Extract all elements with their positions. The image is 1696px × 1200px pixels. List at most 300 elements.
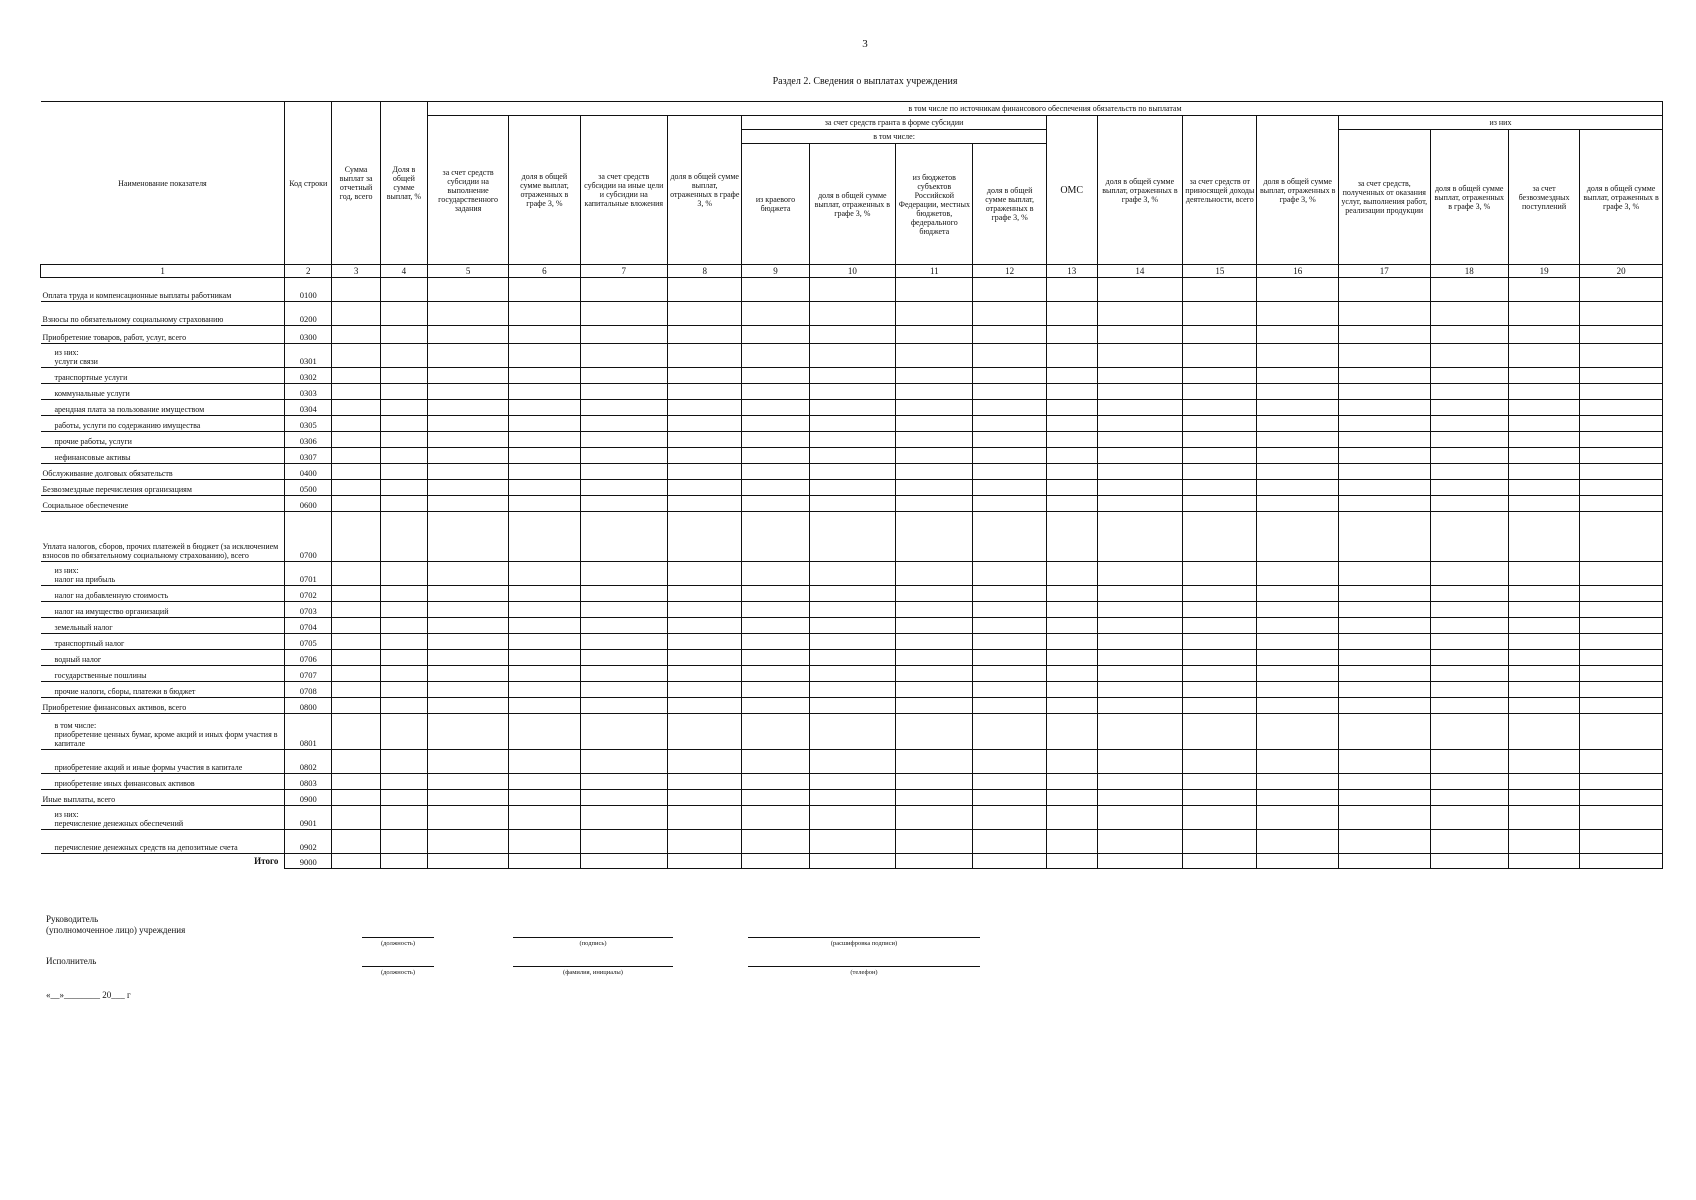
value-cell[interactable] [427,448,508,464]
value-cell[interactable] [381,278,428,302]
value-cell[interactable] [1097,774,1183,790]
value-cell[interactable] [896,830,973,854]
value-cell[interactable] [1338,750,1430,774]
value-cell[interactable] [580,416,668,432]
value-cell[interactable] [973,512,1046,562]
value-cell[interactable] [1580,496,1663,512]
value-cell[interactable] [896,698,973,714]
value-cell[interactable] [1508,512,1579,562]
value-cell[interactable] [381,562,428,586]
value-cell[interactable] [809,634,896,650]
value-cell[interactable] [332,302,381,326]
value-cell[interactable] [509,432,580,448]
value-cell[interactable] [973,344,1046,368]
value-cell[interactable] [332,496,381,512]
total-value-cell[interactable] [896,854,973,869]
value-cell[interactable] [381,464,428,480]
value-cell[interactable] [973,774,1046,790]
value-cell[interactable] [1580,326,1663,344]
value-cell[interactable] [1508,368,1579,384]
value-cell[interactable] [427,618,508,634]
value-cell[interactable] [809,666,896,682]
value-cell[interactable] [668,400,742,416]
value-cell[interactable] [509,326,580,344]
value-cell[interactable] [1338,448,1430,464]
value-cell[interactable] [1257,448,1338,464]
value-cell[interactable] [1257,496,1338,512]
value-cell[interactable] [332,416,381,432]
value-cell[interactable] [1338,432,1430,448]
value-cell[interactable] [1508,790,1579,806]
value-cell[interactable] [1183,698,1257,714]
value-cell[interactable] [332,368,381,384]
value-cell[interactable] [1430,774,1508,790]
value-cell[interactable] [1580,562,1663,586]
value-cell[interactable] [1430,682,1508,698]
value-cell[interactable] [1508,634,1579,650]
value-cell[interactable] [1580,302,1663,326]
value-cell[interactable] [1097,384,1183,400]
value-cell[interactable] [896,634,973,650]
value-cell[interactable] [742,618,809,634]
value-cell[interactable] [1046,326,1097,344]
value-cell[interactable] [973,448,1046,464]
value-cell[interactable] [332,400,381,416]
value-cell[interactable] [742,698,809,714]
value-cell[interactable] [332,698,381,714]
value-cell[interactable] [668,586,742,602]
value-cell[interactable] [1183,400,1257,416]
value-cell[interactable] [1430,512,1508,562]
value-cell[interactable] [1338,326,1430,344]
value-cell[interactable] [381,586,428,602]
value-cell[interactable] [381,830,428,854]
value-cell[interactable] [1257,278,1338,302]
value-cell[interactable] [1257,650,1338,666]
value-cell[interactable] [1183,682,1257,698]
value-cell[interactable] [742,512,809,562]
value-cell[interactable] [1508,714,1579,750]
value-cell[interactable] [332,432,381,448]
total-value-cell[interactable] [1338,854,1430,869]
value-cell[interactable] [1580,416,1663,432]
value-cell[interactable] [381,432,428,448]
value-cell[interactable] [668,682,742,698]
total-value-cell[interactable] [1183,854,1257,869]
value-cell[interactable] [427,698,508,714]
value-cell[interactable] [580,682,668,698]
value-cell[interactable] [1046,512,1097,562]
value-cell[interactable] [1430,650,1508,666]
value-cell[interactable] [1257,634,1338,650]
value-cell[interactable] [1580,830,1663,854]
value-cell[interactable] [580,448,668,464]
value-cell[interactable] [427,682,508,698]
value-cell[interactable] [668,666,742,682]
value-cell[interactable] [381,790,428,806]
value-cell[interactable] [973,480,1046,496]
value-cell[interactable] [381,302,428,326]
value-cell[interactable] [1580,368,1663,384]
value-cell[interactable] [742,774,809,790]
value-cell[interactable] [332,714,381,750]
value-cell[interactable] [1257,830,1338,854]
value-cell[interactable] [1183,618,1257,634]
total-value-cell[interactable] [427,854,508,869]
value-cell[interactable] [1046,562,1097,586]
value-cell[interactable] [427,790,508,806]
value-cell[interactable] [809,344,896,368]
value-cell[interactable] [1097,698,1183,714]
value-cell[interactable] [1097,496,1183,512]
value-cell[interactable] [809,650,896,666]
value-cell[interactable] [1097,344,1183,368]
value-cell[interactable] [1257,806,1338,830]
value-cell[interactable] [1046,416,1097,432]
value-cell[interactable] [381,448,428,464]
value-cell[interactable] [381,416,428,432]
value-cell[interactable] [1046,278,1097,302]
value-cell[interactable] [1097,302,1183,326]
value-cell[interactable] [809,496,896,512]
value-cell[interactable] [742,750,809,774]
value-cell[interactable] [1257,714,1338,750]
value-cell[interactable] [580,344,668,368]
value-cell[interactable] [1046,790,1097,806]
value-cell[interactable] [1338,384,1430,400]
value-cell[interactable] [1508,400,1579,416]
value-cell[interactable] [668,344,742,368]
value-cell[interactable] [1257,384,1338,400]
value-cell[interactable] [509,302,580,326]
value-cell[interactable] [1257,432,1338,448]
value-cell[interactable] [1338,344,1430,368]
value-cell[interactable] [381,368,428,384]
value-cell[interactable] [427,496,508,512]
value-cell[interactable] [1580,634,1663,650]
value-cell[interactable] [427,586,508,602]
value-cell[interactable] [1338,278,1430,302]
value-cell[interactable] [381,480,428,496]
value-cell[interactable] [1183,790,1257,806]
value-cell[interactable] [1257,774,1338,790]
value-cell[interactable] [973,698,1046,714]
value-cell[interactable] [1430,806,1508,830]
value-cell[interactable] [668,790,742,806]
value-cell[interactable] [381,634,428,650]
value-cell[interactable] [1508,666,1579,682]
value-cell[interactable] [509,666,580,682]
value-cell[interactable] [580,302,668,326]
value-cell[interactable] [896,368,973,384]
value-cell[interactable] [427,278,508,302]
value-cell[interactable] [580,830,668,854]
value-cell[interactable] [1257,480,1338,496]
value-cell[interactable] [742,602,809,618]
value-cell[interactable] [1580,278,1663,302]
value-cell[interactable] [809,682,896,698]
value-cell[interactable] [1508,416,1579,432]
value-cell[interactable] [1508,650,1579,666]
value-cell[interactable] [580,586,668,602]
value-cell[interactable] [580,602,668,618]
value-cell[interactable] [1046,464,1097,480]
value-cell[interactable] [896,586,973,602]
value-cell[interactable] [1183,666,1257,682]
value-cell[interactable] [1430,634,1508,650]
value-cell[interactable] [427,512,508,562]
value-cell[interactable] [580,634,668,650]
value-cell[interactable] [1183,806,1257,830]
value-cell[interactable] [1046,666,1097,682]
value-cell[interactable] [332,666,381,682]
value-cell[interactable] [1183,562,1257,586]
value-cell[interactable] [1257,416,1338,432]
value-cell[interactable] [1097,400,1183,416]
value-cell[interactable] [973,496,1046,512]
value-cell[interactable] [1257,326,1338,344]
value-cell[interactable] [742,682,809,698]
value-cell[interactable] [1430,432,1508,448]
value-cell[interactable] [1508,586,1579,602]
value-cell[interactable] [1338,586,1430,602]
value-cell[interactable] [332,278,381,302]
value-cell[interactable] [973,464,1046,480]
value-cell[interactable] [580,384,668,400]
value-cell[interactable] [1430,278,1508,302]
total-value-cell[interactable] [580,854,668,869]
value-cell[interactable] [580,806,668,830]
value-cell[interactable] [332,464,381,480]
value-cell[interactable] [580,650,668,666]
value-cell[interactable] [1508,806,1579,830]
value-cell[interactable] [1046,400,1097,416]
value-cell[interactable] [509,512,580,562]
value-cell[interactable] [973,368,1046,384]
value-cell[interactable] [381,682,428,698]
value-cell[interactable] [381,602,428,618]
value-cell[interactable] [1580,384,1663,400]
value-cell[interactable] [1430,302,1508,326]
total-value-cell[interactable] [381,854,428,869]
value-cell[interactable] [332,562,381,586]
value-cell[interactable] [1097,714,1183,750]
value-cell[interactable] [1338,682,1430,698]
value-cell[interactable] [973,302,1046,326]
value-cell[interactable] [427,344,508,368]
value-cell[interactable] [1430,618,1508,634]
value-cell[interactable] [1046,432,1097,448]
value-cell[interactable] [1183,384,1257,400]
value-cell[interactable] [509,416,580,432]
value-cell[interactable] [1580,400,1663,416]
value-cell[interactable] [742,464,809,480]
value-cell[interactable] [1338,602,1430,618]
value-cell[interactable] [580,750,668,774]
value-cell[interactable] [896,384,973,400]
value-cell[interactable] [509,278,580,302]
value-cell[interactable] [896,602,973,618]
value-cell[interactable] [973,562,1046,586]
value-cell[interactable] [1046,714,1097,750]
value-cell[interactable] [1430,496,1508,512]
value-cell[interactable] [1097,634,1183,650]
value-cell[interactable] [1508,326,1579,344]
value-cell[interactable] [1508,682,1579,698]
value-cell[interactable] [580,698,668,714]
value-cell[interactable] [580,432,668,448]
value-cell[interactable] [332,650,381,666]
value-cell[interactable] [1046,634,1097,650]
value-cell[interactable] [1508,602,1579,618]
value-cell[interactable] [1183,326,1257,344]
value-cell[interactable] [742,480,809,496]
value-cell[interactable] [1097,416,1183,432]
value-cell[interactable] [973,586,1046,602]
value-cell[interactable] [1338,774,1430,790]
value-cell[interactable] [509,464,580,480]
value-cell[interactable] [427,416,508,432]
value-cell[interactable] [332,634,381,650]
value-cell[interactable] [332,682,381,698]
value-cell[interactable] [896,302,973,326]
value-cell[interactable] [1338,562,1430,586]
value-cell[interactable] [1430,326,1508,344]
value-cell[interactable] [1183,714,1257,750]
value-cell[interactable] [1183,302,1257,326]
value-cell[interactable] [509,714,580,750]
value-cell[interactable] [668,806,742,830]
value-cell[interactable] [809,562,896,586]
value-cell[interactable] [1097,618,1183,634]
value-cell[interactable] [1580,714,1663,750]
value-cell[interactable] [1097,682,1183,698]
value-cell[interactable] [1508,750,1579,774]
value-cell[interactable] [1046,750,1097,774]
value-cell[interactable] [509,400,580,416]
value-cell[interactable] [973,384,1046,400]
value-cell[interactable] [1046,774,1097,790]
value-cell[interactable] [668,774,742,790]
value-cell[interactable] [509,496,580,512]
value-cell[interactable] [427,432,508,448]
value-cell[interactable] [1430,602,1508,618]
value-cell[interactable] [809,302,896,326]
value-cell[interactable] [332,480,381,496]
value-cell[interactable] [509,384,580,400]
value-cell[interactable] [742,344,809,368]
value-cell[interactable] [1508,464,1579,480]
value-cell[interactable] [1097,326,1183,344]
total-value-cell[interactable] [1046,854,1097,869]
value-cell[interactable] [1183,344,1257,368]
value-cell[interactable] [1097,278,1183,302]
value-cell[interactable] [332,750,381,774]
value-cell[interactable] [973,750,1046,774]
value-cell[interactable] [381,496,428,512]
value-cell[interactable] [809,790,896,806]
total-value-cell[interactable] [1580,854,1663,869]
value-cell[interactable] [668,830,742,854]
value-cell[interactable] [381,666,428,682]
value-cell[interactable] [1257,302,1338,326]
value-cell[interactable] [668,278,742,302]
value-cell[interactable] [509,650,580,666]
value-cell[interactable] [381,806,428,830]
value-cell[interactable] [809,432,896,448]
value-cell[interactable] [1508,344,1579,368]
value-cell[interactable] [1338,830,1430,854]
value-cell[interactable] [668,302,742,326]
value-cell[interactable] [427,602,508,618]
value-cell[interactable] [809,480,896,496]
value-cell[interactable] [809,326,896,344]
value-cell[interactable] [742,278,809,302]
value-cell[interactable] [1183,368,1257,384]
value-cell[interactable] [1257,602,1338,618]
value-cell[interactable] [1183,480,1257,496]
value-cell[interactable] [1430,480,1508,496]
value-cell[interactable] [427,562,508,586]
value-cell[interactable] [973,682,1046,698]
value-cell[interactable] [1046,806,1097,830]
value-cell[interactable] [809,602,896,618]
value-cell[interactable] [1580,618,1663,634]
value-cell[interactable] [1338,698,1430,714]
value-cell[interactable] [1257,666,1338,682]
value-cell[interactable] [1430,344,1508,368]
value-cell[interactable] [427,368,508,384]
value-cell[interactable] [1580,750,1663,774]
value-cell[interactable] [1580,790,1663,806]
value-cell[interactable] [1183,774,1257,790]
value-cell[interactable] [1257,790,1338,806]
value-cell[interactable] [1097,432,1183,448]
value-cell[interactable] [509,602,580,618]
value-cell[interactable] [668,432,742,448]
value-cell[interactable] [896,480,973,496]
value-cell[interactable] [973,666,1046,682]
value-cell[interactable] [580,790,668,806]
value-cell[interactable] [580,326,668,344]
value-cell[interactable] [1183,416,1257,432]
value-cell[interactable] [742,432,809,448]
value-cell[interactable] [381,384,428,400]
value-cell[interactable] [1338,464,1430,480]
value-cell[interactable] [381,400,428,416]
value-cell[interactable] [580,666,668,682]
value-cell[interactable] [1046,344,1097,368]
value-cell[interactable] [580,278,668,302]
value-cell[interactable] [896,790,973,806]
value-cell[interactable] [896,562,973,586]
value-cell[interactable] [332,806,381,830]
value-cell[interactable] [1430,790,1508,806]
value-cell[interactable] [427,774,508,790]
value-cell[interactable] [1257,682,1338,698]
value-cell[interactable] [381,344,428,368]
value-cell[interactable] [896,650,973,666]
value-cell[interactable] [809,448,896,464]
value-cell[interactable] [1508,618,1579,634]
value-cell[interactable] [332,602,381,618]
value-cell[interactable] [1046,602,1097,618]
value-cell[interactable] [1430,448,1508,464]
value-cell[interactable] [1580,650,1663,666]
value-cell[interactable] [1046,384,1097,400]
value-cell[interactable] [1183,750,1257,774]
value-cell[interactable] [1430,400,1508,416]
